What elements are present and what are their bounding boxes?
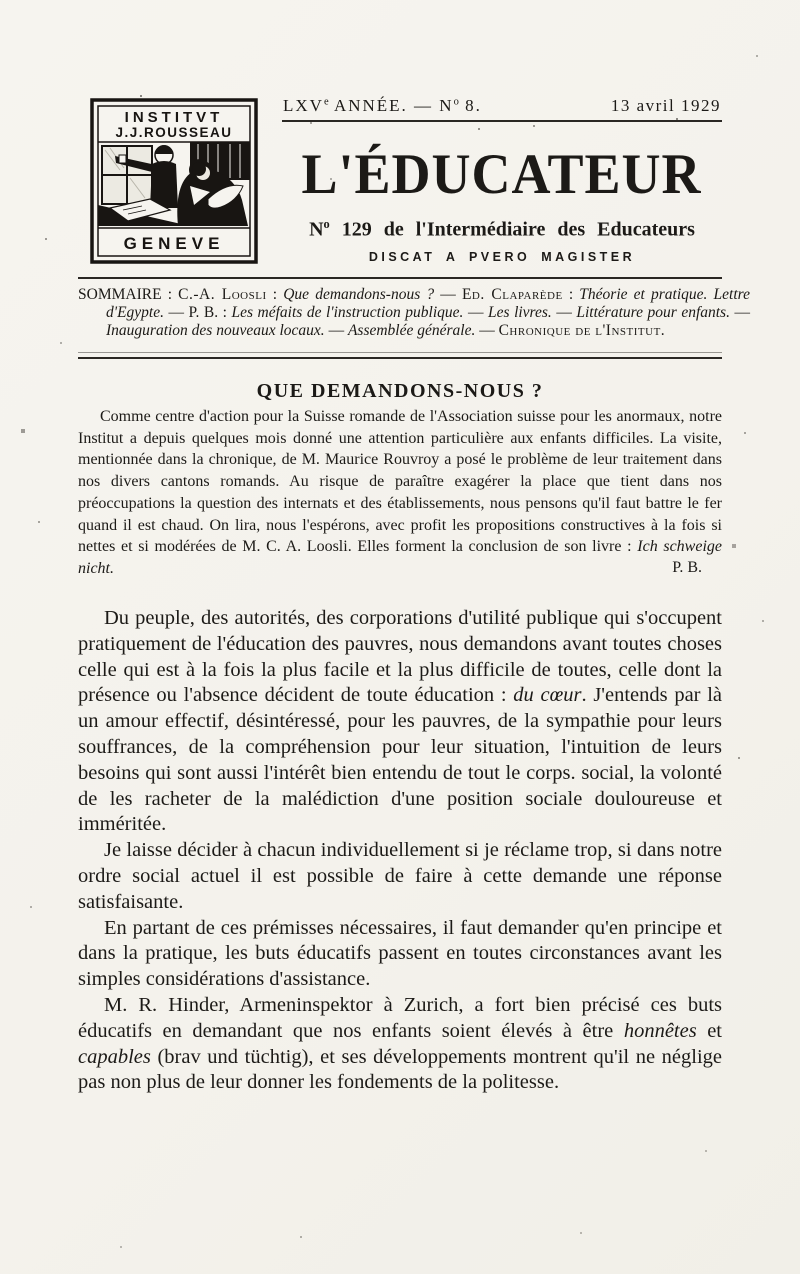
logo-illustration — [90, 98, 258, 264]
body-paragraph-3: En partant de ces prémisses nécessaires, il faut demander qu'en principe et dans la pratique, les buts éducatifs passent en toutes circonstances avant les simples considérations d'assistance. — [78, 916, 722, 991]
article-body — [78, 606, 722, 1096]
journal-motto: DISCAT A PVERO MAGISTER — [368, 250, 636, 264]
issue-date: 13 avril 1929 — [610, 96, 721, 115]
header-divider-rule — [282, 120, 722, 122]
body-paragraph-4: M. R. Hinder, Armeninspektor à Zurich, a fort bien précisé ces buts éducatifs en demandant que nos enfants soient élevés à être honnêtes et capables (brav und tüchtig), et ses développements montrent qu'il ne néglige pas non plus de leur donner les fondements de la politesse. — [78, 993, 723, 1094]
author-initials: P. B. — [672, 558, 702, 576]
logo-line1: INSTITVT — [124, 109, 224, 126]
institut-rousseau-logo — [90, 98, 258, 264]
journal-title: L'ÉDUCATEUR — [301, 141, 702, 206]
sommaire-bottom-thin-rule — [78, 352, 722, 353]
body-paragraph-1: Du peuple, des autorités, des corporations d'utilité publique qui s'occupent pratiquement de l'éducation des pauvres, nous demandons avant toutes choses celle qui est à la fois la plus facile et la plus difficile de toutes, celle dont la présence ou l'absence décident de toute éducation : du cœur. J'entends par là un amour effectif, désintéressé, pour les pauvres, de la sympathie pour leurs souffrances, de la compréhension pour leur situation, l'intuition de leurs besoins qui sont aussi l'intérêt bien entendu de tout le corps. social, la volonté de les racheter de la malédiction d'une position sociale douloureuse et imméritée. — [78, 607, 723, 836]
sommaire-bottom-rule — [78, 357, 722, 359]
issue-header-row — [283, 96, 721, 116]
issue-number: LXVe ANNÉE. — $N^o$ 8. — [283, 96, 482, 115]
body-paragraph-2: Je laisse décider à chacun individuellement si je réclame trop, si dans notre ordre social actuel il est possible de faire à cette demande une réponse satisfaisante. — [78, 839, 722, 913]
logo-line2: J.J.ROUSSEAU — [115, 125, 233, 140]
scan-noise — [0, 0, 2, 2]
logo-city: GENEVE — [123, 234, 225, 253]
sommaire-top-rule — [78, 277, 722, 279]
article-lede — [78, 406, 722, 580]
sommaire: SOMMAIRE : C.-A. Loosli : Que demandons-nous ? — Ed. Claparède : Théorie et pratique. Lettre d'Egypte. — P. B. : Les méfaits de l'instruction publique. — Les livres. — Littérature pour enfants. — Inauguration des nouveaux locaux. — Assemblée générale. — Chronique de l'Institut. — [78, 286, 750, 339]
article-title: QUE DEMANDONS-NOUS ? — [256, 380, 544, 402]
lede-paragraph: Comme centre d'action pour la Suisse romande de l'Association suisse pour les anormaux, notre Institut a depuis quelques mois donné une attention particulière aux enfants difficiles. La visite, mentionnée dans la chronique, de M. Maurice Rouvroy a posé le problème de leur traitement dans nos divers cantons romands. Au risque de paraître exagérer la place que tient dans nos préoccupations la question des internats et des établissements, nous pensons qu'il faut battre le fer quand il est chaud. On lira, nous l'espérons, avec profit les propositions constructives à la fois si nettes et si modérées de M. C. A. Loosli. Elles forment la conclusion de son livre : Ich schweige nicht. — [78, 408, 723, 577]
journal-subtitle: $N^o$ 129 de l'Intermédiaire des Educateurs — [309, 217, 695, 241]
